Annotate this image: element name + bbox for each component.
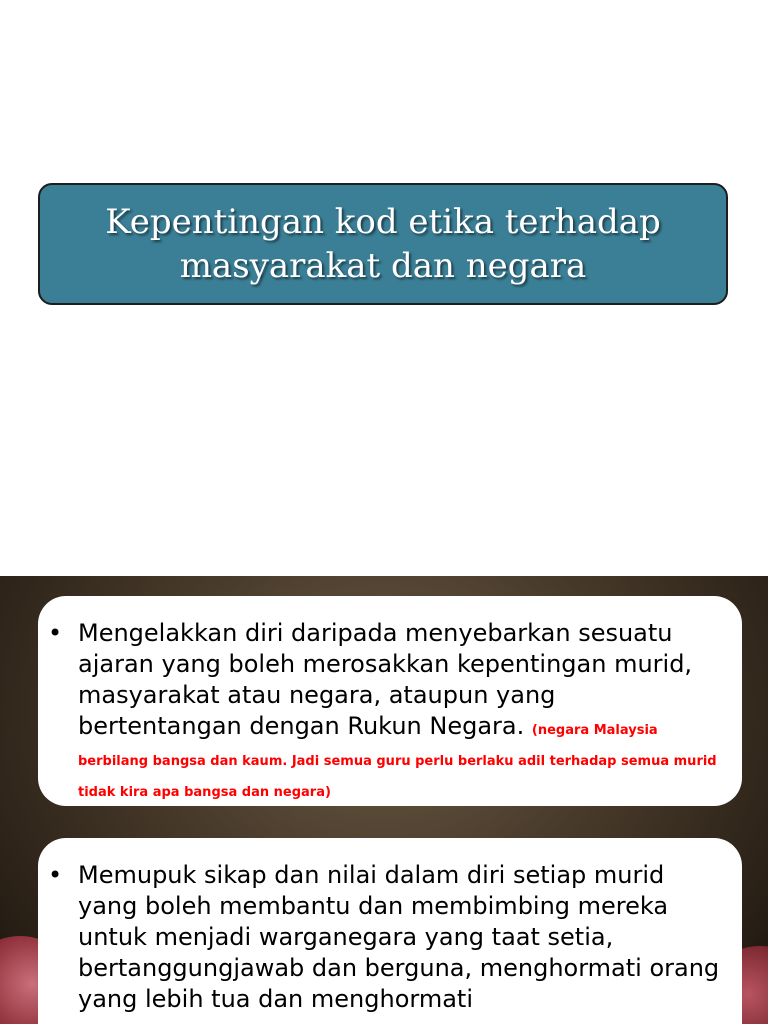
bullet-text-2: Memupuk sikap dan nilai dalam diri setiap murid yang boleh membantu dan membimbing mereka untuk menjadi warganegara yang taat setia, bertanggungjawab dan berguna, menghormati orang yang lebih tua dan menghormati [78, 861, 720, 1013]
bullet-note-1: (negara Malaysia berbilang bangsa dan kaum. Jadi semua guru perlu berlaku adil terhadap semua murid tidak kira apa bangsa dan negara) [78, 723, 717, 800]
slide-2 [0, 576, 768, 1024]
bullet-marker: • [48, 619, 63, 647]
bullet-text-1: Mengelakkan diri daripada menyebarkan sesuatu ajaran yang boleh merosakkan kepentingan murid, masyarakat atau negara, ataupun yang bertentangan dengan Rukun Negara. [78, 619, 693, 740]
title-box [38, 183, 728, 305]
bullet-card-1 [38, 596, 742, 806]
bullet-item-1 [48, 618, 722, 804]
bullet-item-2 [48, 860, 722, 1015]
bullet-marker: • [48, 861, 63, 889]
slide-title: Kepentingan kod etika terhadap masyarakat dan negara [105, 201, 661, 286]
bullet-card-2 [38, 838, 742, 1024]
